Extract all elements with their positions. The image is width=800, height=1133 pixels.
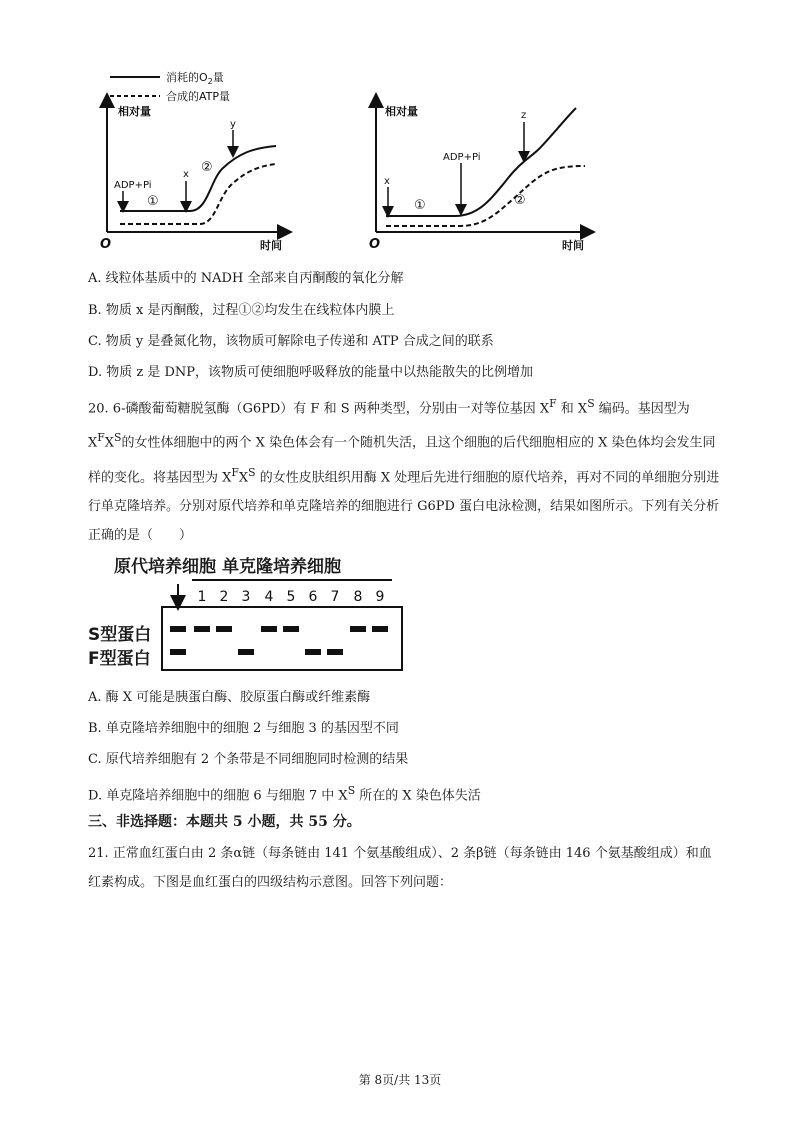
gel-row-f: F型蛋白 bbox=[88, 649, 151, 669]
band-f-lane-7 bbox=[327, 649, 343, 655]
lane-number-3: 3 bbox=[241, 589, 251, 605]
left-ylabel: 相对量 bbox=[118, 105, 151, 118]
band-s-lane-5 bbox=[283, 626, 299, 632]
lane-number-6: 6 bbox=[308, 589, 318, 605]
lane-number-7: 7 bbox=[330, 589, 340, 605]
q20-option-a: A. 酶 X 可能是胰蛋白酶、胶原蛋白酶或纤维素酶 bbox=[88, 690, 371, 705]
gel-bands bbox=[170, 626, 388, 655]
right-arrow-adp-label: ADP+Pi bbox=[443, 152, 481, 163]
left-origin: O bbox=[100, 237, 112, 252]
q21-stem: 21. 正常血红蛋白由 2 条α链（每条链由 141 个氨基酸组成）、2 条β链（每条链由 146 个氨基酸组成）和血红素构成。下图是血红蛋白的四级结构示意图。回答下列问题： bbox=[88, 846, 712, 890]
right-xlabel: 时间 bbox=[562, 239, 584, 252]
gel-title-primary: 原代培养细胞 bbox=[114, 557, 216, 577]
lane-number-8: 8 bbox=[353, 589, 363, 605]
lane-number-5: 5 bbox=[286, 589, 296, 605]
lane-number-9: 9 bbox=[375, 589, 385, 605]
q20-option-c: C. 原代培养细胞有 2 个条带是不同细胞同时检测的结果 bbox=[88, 752, 409, 767]
q19-option-a: A. 线粒体基质中的 NADH 全部来自丙酮酸的氧化分解 bbox=[88, 271, 404, 286]
q20-stem: 20. 6-磷酸葡萄糖脱氢酶（G6PD）有 F 和 S 两种类型，分别由一对等位基因 $X^F$ 和 $X^S$ 编码。基因型为 $X^FX^S$的女性体细胞中的两个 X 染色体会有一个随机失活，且这个细胞的后代细胞相应的 X 染色体均会发生同样的变化。将基因型为 $X^FX^S$ 的女性皮肤组织用酶 X 处理后先进行细胞的原代培养，再对不同的单细胞分别进行单克隆培养。分别对原代培养和单克隆培养的细胞进行 G6PD 蛋白电泳检测，结果如图所示。下列有关分析正确的是（ ） bbox=[88, 397, 720, 543]
q19-option-d: D. 物质 z 是 DNP，该物质可使细胞呼吸释放的能量中以热能散失的比例增加 bbox=[88, 365, 534, 380]
gel-box bbox=[162, 607, 402, 670]
right-graph bbox=[369, 100, 588, 252]
left-xlabel: 时间 bbox=[260, 239, 282, 252]
band-f-lane-6 bbox=[305, 649, 321, 655]
right-ylabel: 相对量 bbox=[385, 105, 418, 118]
gel-row-s: S型蛋白 bbox=[88, 625, 152, 645]
legend-o2-label: 消耗的$O_2$量 bbox=[166, 71, 224, 86]
legend-atp-label: 合成的ATP量 bbox=[166, 90, 231, 103]
band-s-lane-8 bbox=[350, 626, 366, 632]
band-f-lane-0 bbox=[170, 649, 186, 655]
respiration-figure bbox=[80, 60, 620, 260]
left-stage2: ② bbox=[201, 160, 213, 175]
left-stage1: ① bbox=[147, 194, 159, 209]
right-origin: O bbox=[369, 237, 381, 252]
page-footer: 第 8页/共 13页 bbox=[358, 1073, 442, 1087]
band-s-lane-9 bbox=[372, 626, 388, 632]
left-atp-curve bbox=[120, 164, 276, 224]
band-f-lane-3 bbox=[238, 649, 254, 655]
band-s-lane-0 bbox=[170, 626, 186, 632]
lane-number-4: 4 bbox=[264, 589, 274, 605]
q19-option-b: B. 物质 x 是丙酮酸，过程①②均发生在线粒体内膜上 bbox=[88, 303, 395, 318]
q20-option-b: B. 单克隆培养细胞中的细胞 2 与细胞 3 的基因型不同 bbox=[88, 721, 399, 736]
q19-option-c: C. 物质 y 是叠氮化物，该物质可解除电子传递和 ATP 合成之间的联系 bbox=[88, 334, 494, 349]
left-arrow-y-label: y bbox=[230, 119, 236, 130]
figure-legend bbox=[110, 70, 230, 103]
left-arrow-adp-label: ADP+Pi bbox=[114, 180, 152, 191]
left-arrow-x-label: x bbox=[183, 169, 189, 180]
q20-option-d: D. 单克隆培养细胞中的细胞 6 与细胞 7 中 $X^S$ 所在的 X 染色体失活 bbox=[88, 784, 481, 804]
band-s-lane-4 bbox=[261, 626, 277, 632]
right-arrow-x-label: x bbox=[384, 176, 390, 187]
gel-title-clone: 单克隆培养细胞 bbox=[222, 557, 341, 577]
lane-number-1: 1 bbox=[197, 589, 207, 605]
right-stage2: ② bbox=[514, 193, 526, 208]
right-stage1: ① bbox=[414, 198, 426, 213]
right-arrow-z-label: z bbox=[521, 110, 527, 121]
band-s-lane-2 bbox=[216, 626, 232, 632]
left-graph bbox=[100, 100, 285, 252]
lane-numbers bbox=[198, 589, 385, 605]
left-o2-curve bbox=[120, 146, 276, 211]
section-3-heading: 三、非选择题：本题共 5 小题，共 55 分。 bbox=[88, 814, 361, 830]
lane-number-2: 2 bbox=[219, 589, 229, 605]
band-s-lane-1 bbox=[194, 626, 210, 632]
